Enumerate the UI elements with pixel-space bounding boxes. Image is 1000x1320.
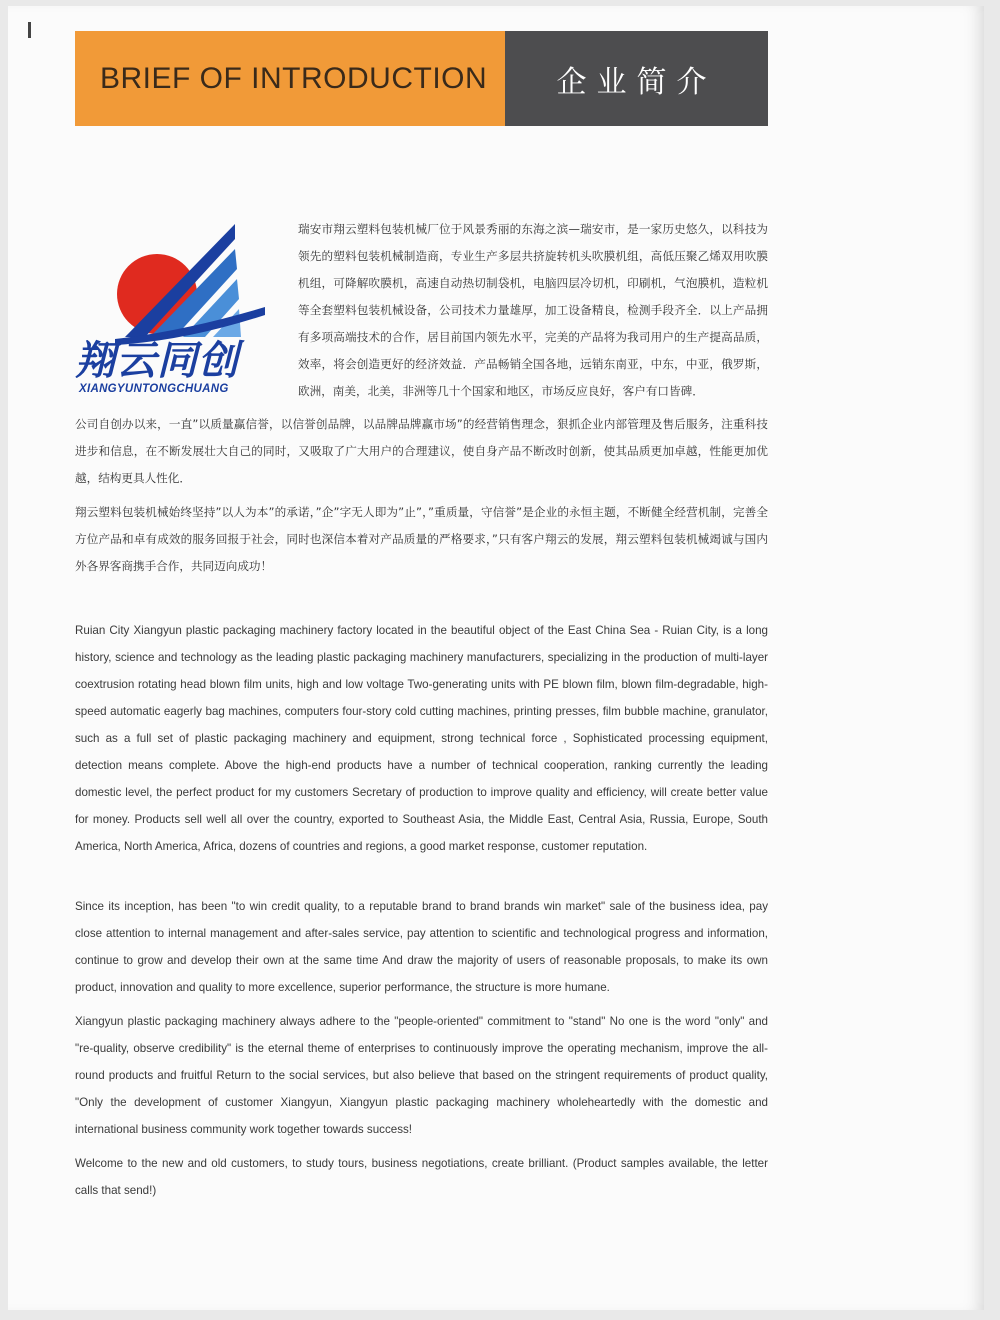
en-paragraph-3: Xiangyun plastic packaging machinery always adhere to the "people-oriented" commitment to "stand" No one is the word "only" and "re-quality, observe credibility" is the eternal theme of enterprises to continuously improve the operating mechanism, improve the all-round products and fruitful Return to the social services, but also believe that based on the stringent requirements of product quality, "Only the development of customer Xiangyun, Xiangyun plastic packaging machinery wholeheartedly with the domestic and international business community work together towards success! [75, 1015, 768, 1136]
logo-english-name: XIANGYUNTONGCHUANG [79, 383, 229, 395]
cn-paragraph-1: 瑞安市翔云塑料包装机械厂位于风景秀丽的东海之滨—瑞安市，是一家历史悠久，以科技为领先的塑料包装机械制造商，专业生产多层共挤旋转机头吹膜机组，高低压聚乙烯双用吹膜机组，可降解吹膜机，高速自动热切制袋机，电脑四层冷切机，印刷机，气泡膜机，造粒机等全套塑料包装机械设备，公司技术力量雄厚，加工设备精良，检测手段齐全．以上产品拥有多项高端技术的合作，居目前国内领先水平，完美的产品将为我司用户的生产提高品质，效率，将会创造更好的经济效益．产品畅销全国各地，远销东南亚，中东，中亚，俄罗斯，欧洲，南美，北美，非洲等几十个国家和地区，市场反应良好，客户有口皆碑． [298, 222, 768, 398]
en-paragraph-2: Since its inception, has been "to win credit quality, to a reputable brand to brand brands win market" sale of the business idea, pay close attention to internal management and after-sales service, pay attention to scientific and technological progress and information, continue to grow and develop their own at the same time And draw the majority of users of reasonable proposals, to make its own product, innovation and quality to more excellence, superior performance, the structure is more humane. [75, 900, 768, 994]
scan-mark [28, 22, 31, 38]
title-chinese: 企业简介 [505, 31, 768, 126]
brochure-page [8, 6, 984, 1310]
header-banner [75, 31, 768, 126]
logo-sun-sail-icon [75, 219, 280, 349]
company-logo [75, 219, 280, 409]
cn-paragraph-2: 公司自创办以来，一直”以质量赢信誉，以信誉创品牌，以品牌品牌赢市场”的经营销售理念，狠抓企业内部管理及售后服务，注重科技进步和信息，在不断发展壮大自己的同时，又吸取了广大用户的合理建议，使自身产品不断改时创新，使其品质更加卓越，性能更加优越，结构更具人性化． [75, 417, 768, 485]
title-english: BRIEF OF INTRODUCTION [75, 31, 505, 126]
en-paragraph-4: Welcome to the new and old customers, to study tours, business negotiations, create brilliant. (Product samples available, the letter calls that send!) [75, 1157, 768, 1197]
logo-chinese-name: 翔云同创 [75, 338, 239, 384]
cn-paragraph-3: 翔云塑料包装机械始终坚持”以人为本”的承诺，”企”字无人即为”止”，”重质量，守信誉”是企业的永恒主题，不断健全经营机制，完善全方位产品和卓有成效的服务回报于社会，同时也深信本着对产品质量的严格要求，”只有客户翔云的发展，翔云塑料包装机械竭诚与国内外各界客商携手合作，共同迈向成功！ [75, 505, 768, 573]
en-paragraph-1: Ruian City Xiangyun plastic packaging machinery factory located in the beautiful object of the East China Sea - Ruian City, is a long history, science and technology as the leading plastic packaging machinery manufacturers, specializing in the production of multi-layer coextrusion rotating head blown film units, high and low voltage Two-generating units with PE blown film, blown film-degradable, high-speed automatic eagerly bag machines, computers four-story cold cutting machines, printing presses, film bubble machine, granulator, such as a full set of plastic packaging machinery and equipment, strong technical force , Sophisticated processing equipment, detection means complete. Above the high-end products have a number of technical cooperation, ranking currently the leading domestic level, the perfect product for my customers Secretary of production to improve quality and efficiency, will create better value for money. Products sell well all over the country, exported to Southeast Asia, the Middle East, Central Asia, Russia, Europe, South America, North America, Africa, dozens of countries and regions, a good market response, customer reputation. [75, 624, 768, 853]
